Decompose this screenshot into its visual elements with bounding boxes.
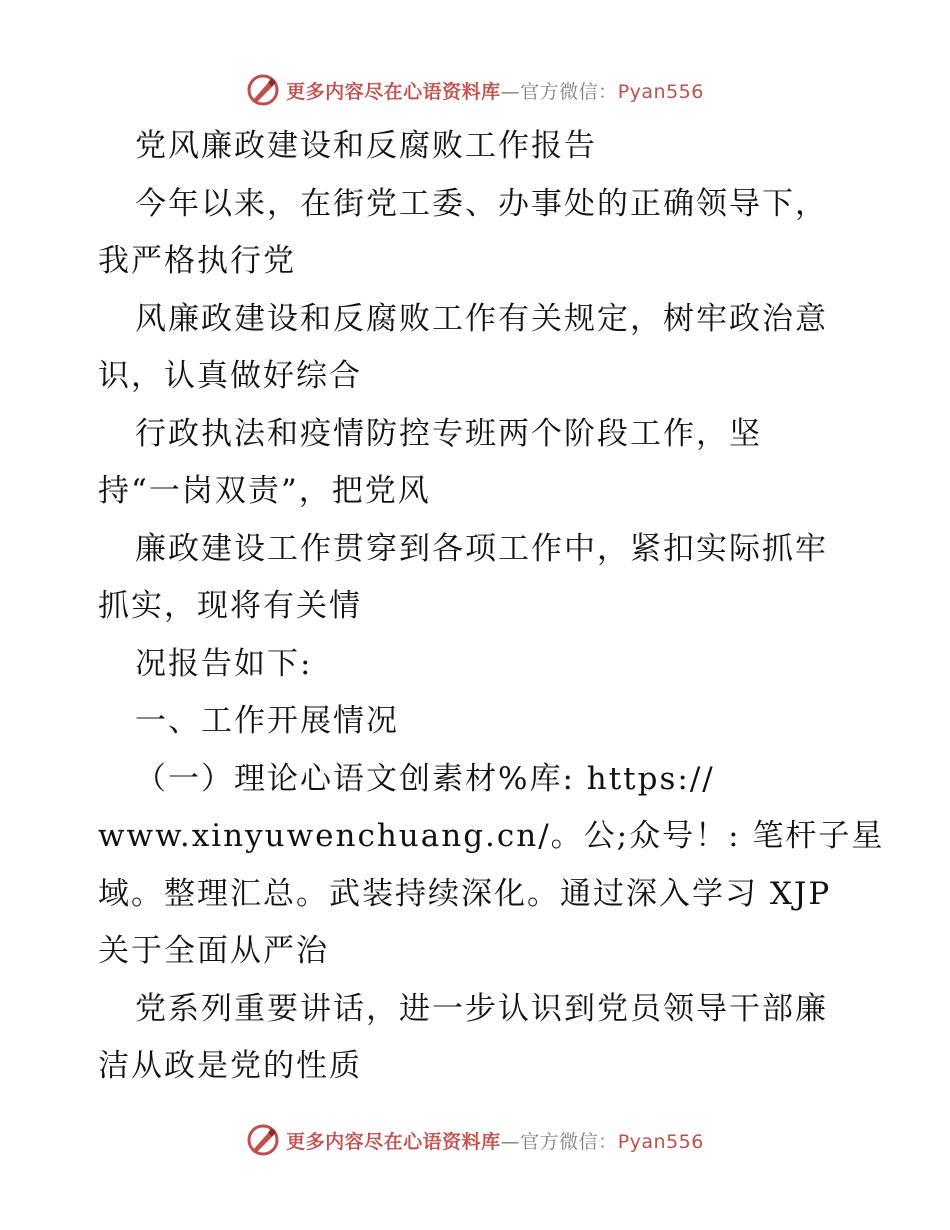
watermark-separator: —: [500, 1130, 521, 1153]
document-line: 党风廉政建设和反腐败工作报告: [135, 128, 597, 164]
document-line: 我严格执行党: [98, 243, 296, 279]
watermark-wechat-label: 官方微信：: [520, 1130, 618, 1153]
document-line: 行政执法和疫情防控专班两个阶段工作，坚: [135, 415, 762, 452]
footer-watermark: [0, 1120, 950, 1160]
watermark-wechat-id: Pyan556: [617, 1130, 704, 1153]
document-line: 廉政建设工作贯穿到各项工作中，紧扣实际抓牢: [135, 530, 828, 567]
watermark-text: [286, 1127, 704, 1154]
document-line: www.xinyuwenchuang.cn/。公;众号！: 笔杆子星: [98, 818, 885, 854]
watermark-main-text: 更多内容尽在心语资料库: [286, 80, 501, 103]
watermark-group: [246, 73, 704, 107]
watermark-separator: —: [500, 80, 521, 103]
document-line: 洁从政是党的性质: [98, 1048, 362, 1084]
header-watermark: [0, 70, 950, 110]
watermark-text: [286, 77, 704, 104]
document-line: 党系列重要讲话，进一步认识到党员领导干部廉: [135, 990, 828, 1027]
watermark-wechat-label: 官方微信：: [520, 80, 618, 103]
document-line: 况报告如下:: [135, 645, 313, 682]
document-line: 识，认真做好综合: [98, 358, 362, 394]
document-line: 域。整理汇总。武装持续深化。通过深入学习 XJP: [98, 875, 832, 912]
document-line: 风廉政建设和反腐败工作有关规定，树牢政治意: [135, 300, 828, 337]
document-line: （一）理论心语文创素材%库: https://: [135, 760, 715, 797]
document-line: 一、工作开展情况: [135, 703, 399, 739]
watermark-wechat-id: Pyan556: [617, 80, 704, 103]
document-line: 今年以来，在街党工委、办事处的正确领导下，: [135, 185, 828, 222]
document-line: 关于全面从严治: [98, 933, 329, 969]
pen-circle-logo-icon: [246, 1123, 280, 1157]
pen-circle-logo-icon: [246, 73, 280, 107]
document-line: 持“一岗双责”，把党风: [98, 473, 431, 509]
watermark-group: [246, 1123, 704, 1157]
document-body: [98, 118, 885, 1096]
document-line: 抓实，现将有关情: [98, 588, 362, 624]
watermark-main-text: 更多内容尽在心语资料库: [286, 1130, 501, 1153]
